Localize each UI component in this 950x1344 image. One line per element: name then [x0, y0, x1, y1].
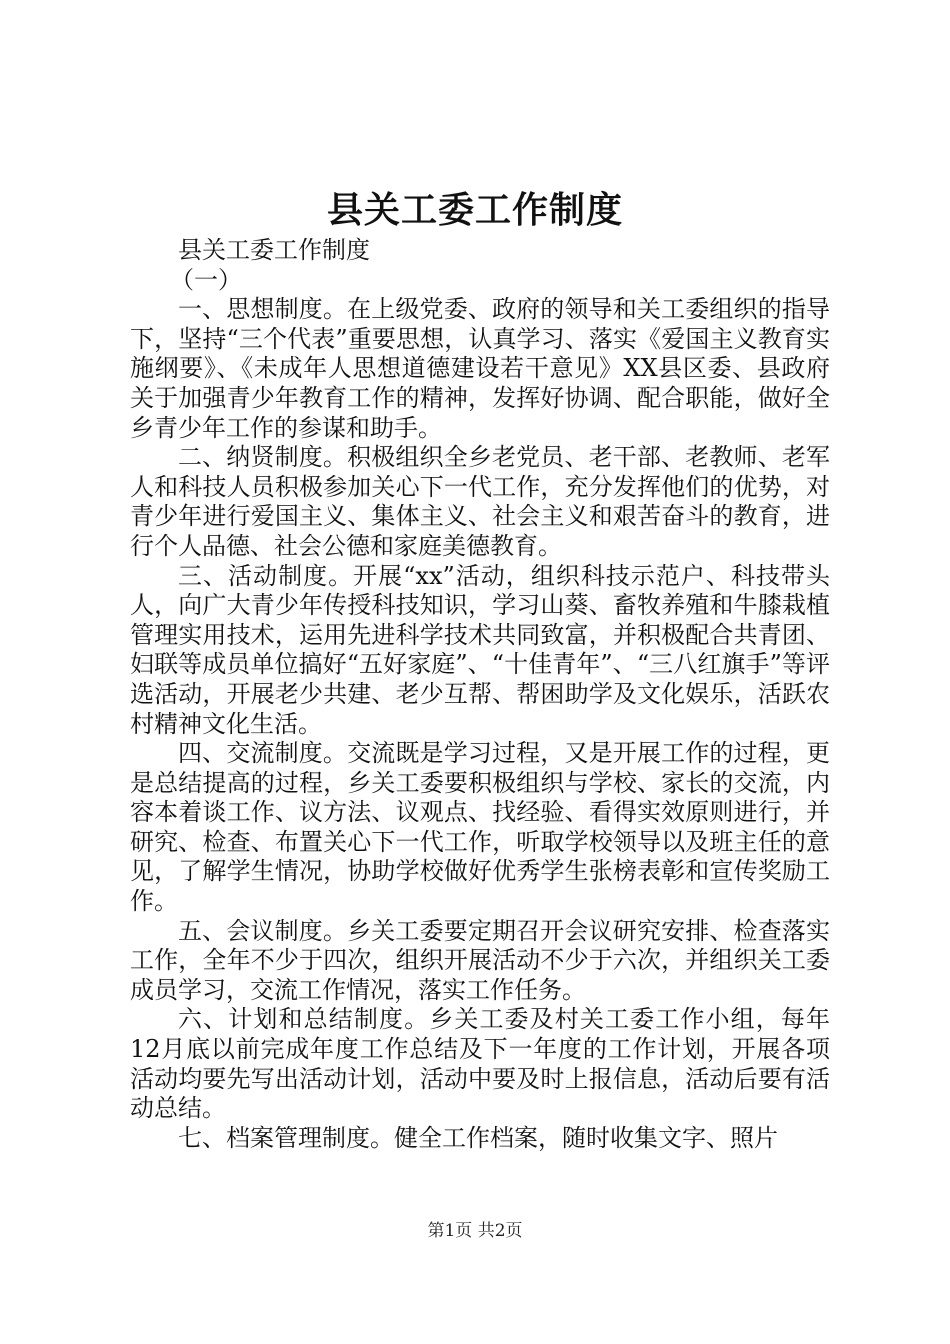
page-number-footer: 第1页 共2页 — [427, 1221, 523, 1241]
paragraph-exchange-system: 四、交流制度。交流既是学习过程，又是开展工作的过程，更是总结提高的过程，乡关工委要积极组织与学校、家长的交流，内容本着谈工作、议方法、议观点、找经验、看得实效原则进行，并研究、检查、布置关心下一代工作，听取学校领导以及班主任的意见，了解学生情况，协助学校做好优秀学生张榜表彰和宣传奖励工作。 — [130, 739, 830, 916]
part-label: （一） — [170, 265, 242, 294]
paragraph-recruitment-system: 二、纳贤制度。积极组织全乡老党员、老干部、老教师、老军人和科技人员积极参加关心下一代工作，充分发挥他们的优势，对青少年进行爱国主义、集体主义、社会主义和艰苦奋斗的教育，进行个人品德、社会公德和家庭美德教育。 — [130, 443, 830, 560]
document-body — [130, 236, 830, 1153]
page-title: 县关工委工作制度 — [326, 189, 623, 231]
document-subtitle: 县关工委工作制度 — [178, 236, 370, 264]
paragraph-meeting-system: 五、会议制度。乡关工委要定期召开会议研究安排、检查落实工作，全年不少于四次，组织开展活动不少于六次，并组织关工委成员学习，交流工作情况，落实工作任务。 — [130, 916, 830, 1004]
paragraph-activity-system: 三、活动制度。开展“xx”活动，组织科技示范户、科技带头人，向广大青少年传授科技知识，学习山葵、畜牧养殖和牛膝栽植管理实用技术，运用先进科学技术共同致富，并积极配合共青团、妇联等成员单位搞好“五好家庭”、“十佳青年”、“三八红旗手”等评选活动，开展老少共建、老少互帮、帮困助学及文化娱乐，活跃农村精神文化生活。 — [130, 561, 830, 738]
paragraph-archive-system: 七、档案管理制度。健全工作档案，随时收集文字、照片 — [178, 1123, 778, 1152]
paragraph-thought-system: 一、思想制度。在上级党委、政府的领导和关工委组织的指导下，坚持“三个代表”重要思想，认真学习、落实《爱国主义教育实施纲要》、《未成年人思想道德建设若干意见》XX县区委、县政府关于加强青少年教育工作的精神，发挥好协调、配合职能，做好全乡青少年工作的参谋和助手。 — [130, 295, 830, 442]
paragraph-plan-summary-system: 六、计划和总结制度。乡关工委及村关工委工作小组，每年12月底以前完成年度工作总结及下一年度的工作计划，开展各项活动均要先写出活动计划，活动中要及时上报信息，活动后要有活动总结。 — [130, 1005, 830, 1123]
